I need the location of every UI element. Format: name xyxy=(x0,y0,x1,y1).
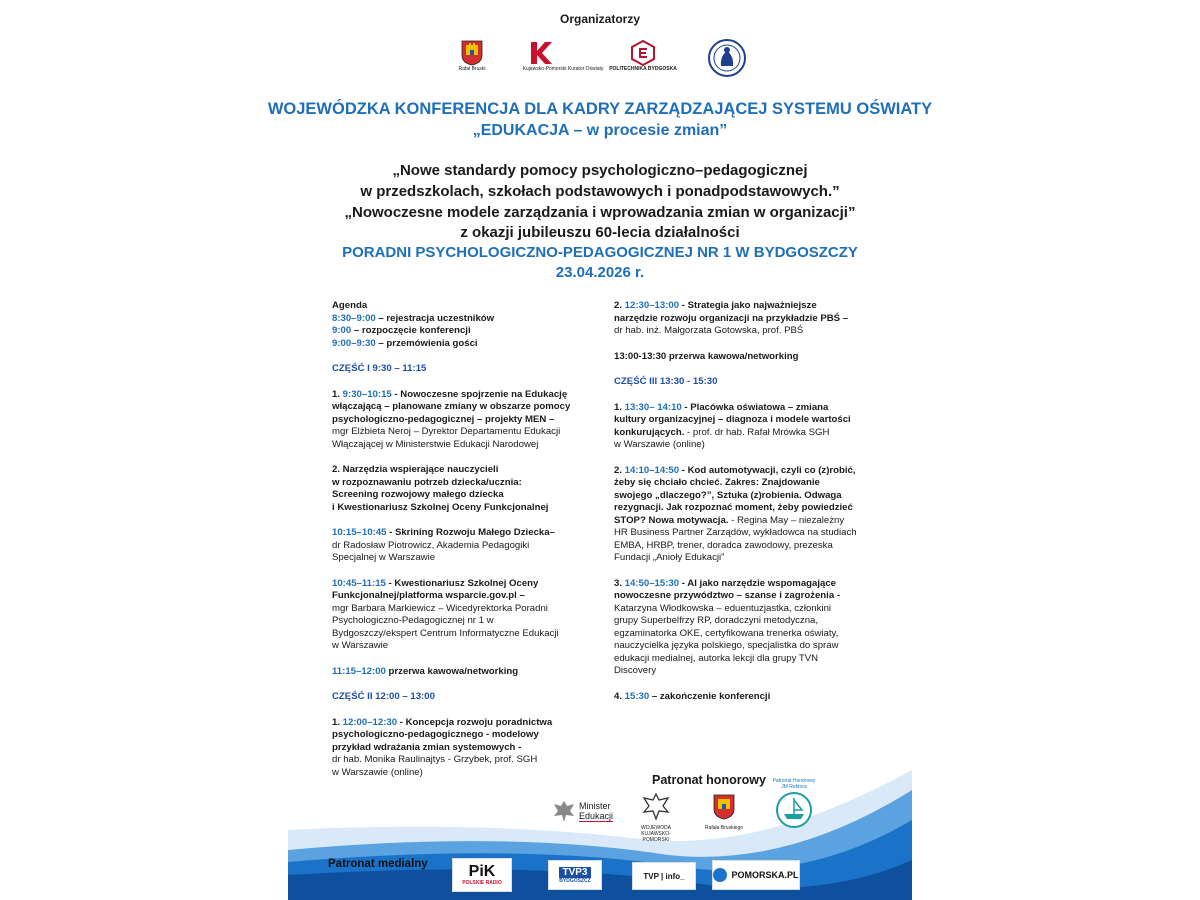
agenda-item: 4. 15:30 – zakończenie konferencji xyxy=(614,690,771,702)
topic-line-2: w przedszkolach, szkołach podstawowych i ponadpodstawowych.” xyxy=(360,183,840,200)
agenda-item: 10:15–10:45 - Skrining Rozwoju Małego Dziecka– dr Radosław Piotrowicz, Akademia Pedagogiki Specjalnej w Warszawie xyxy=(332,527,555,563)
pomorska-icon xyxy=(713,868,727,882)
poradnia-emblem-icon xyxy=(707,38,747,78)
media-tvp-info-logo xyxy=(632,862,696,890)
pik-radio-icon: PiK xyxy=(468,863,496,880)
patron-school-logo: Patronat Honorowy JM Rektora xyxy=(766,778,822,838)
conference-date: 23.04.2026 r. xyxy=(555,264,645,281)
agenda-item: 1. 9:30–10:15 - Nowoczesne spojrzenie na Edukację włączającą – planowane zmiany w obszarze pomocy psychologiczno-pedagogicznej – projekty MEN – mgr Elżbieta Neroj – Dyrektor Departamentu Edukacji Włączającej w Ministerstwie Edukacji Narodowej xyxy=(332,388,571,450)
patron-bydgoszcz-logo: Rafała Bruskiego xyxy=(700,794,748,836)
agenda-intro-item: 8:30–9:00 – rejestracja uczestników xyxy=(332,312,495,324)
organizers-label: Organizatorzy xyxy=(559,12,640,26)
tvp3-icon: TVP3 xyxy=(559,867,590,878)
agenda-item: 1. 13:30– 14:10 - Placówka oświatowa – zmiana kultury organizacyjnej – diagnoza i modele wartości konkurujących. - prof. dr hab. Rafał Mrówka SGH w Warszawie (online) xyxy=(614,401,851,450)
organizer-logo-politechnika: POLITECHNIKA BYDGOSKA xyxy=(620,40,666,76)
part-3-heading: CZĘŚĆ III 13:30 - 15:30 xyxy=(614,376,718,387)
agenda-item: 1. 12:00–12:30 - Koncepcja rozwoju poradnictwa psychologiczno-pedagogicznego - modelowy przykład wdrażania zmian systemowych - dr hab. Monika Raulinajtys - Grzybek, prof. SGH w Warszawie (online) xyxy=(332,716,553,778)
conference-subtitle: „EDUKACJA – w procesie zmian” xyxy=(472,122,728,139)
organizer-logo-kurator: Kujawsko-Pomorski Kurator Oświaty xyxy=(528,40,584,76)
organizer-logo-poradnia xyxy=(706,38,748,78)
patron-voivode-logo: WOJEWODA KUJAWSKO-POMORSKI xyxy=(630,792,682,836)
agenda-left-column xyxy=(332,300,594,779)
agenda-item: 10:45–11:15 - Kwestionariusz Szkolnej Oceny Funkcjonalnej/platforma wsparcie.gov.pl – mgr Barbara Markiewicz – Wicedyrektorka Poradni Psychologiczno-Pedagogicznej nr 1 w Bydgoszczy/ekspert Centrum Informatyczne Edukacji w Warszawie xyxy=(332,577,559,651)
bydgoszcz-crest-icon xyxy=(461,40,483,66)
part-2-heading: CZĘŚĆ II 12:00 – 13:00 xyxy=(332,691,435,702)
ministry-eagle-icon xyxy=(552,798,576,824)
tvp-info-icon: TVP | info_ xyxy=(643,871,685,881)
jubilee-line: z okazji jubileuszu 60-lecia działalności xyxy=(460,224,740,241)
break-item: 13:00-13:30 przerwa kawowa/networking xyxy=(614,350,799,362)
patron-ministry-logo: Minister Edukacji xyxy=(552,796,616,826)
agenda-right-column xyxy=(614,300,904,703)
politechnika-bydgoska-icon xyxy=(631,40,655,66)
break-item: 11:15–12:00 przerwa kawowa/networking xyxy=(332,665,519,677)
conference-title: WOJEWÓDZKA KONFERENCJA DLA KADRY ZARZĄDZAJĄCEJ SYSTEMU OŚWIATY xyxy=(267,100,933,118)
agenda-item: 3. 14:50–15:30 - AI jako narzędzie wspomagające nowoczesne przywództwo – szanse i zagrożenia - Katarzyna Włodkowska – eduentuzjastka, członkini grupy Superbelfrzy RP, doradczyni metodyczna, egzaminatorka OKE, certyfikowana trenerka oświaty, nauczycielka języka polskiego, specjalistka do spraw edukacji medialnej, autorka lekcji dla grupy TVN Discovery xyxy=(614,577,841,676)
agenda-intro-item: 9:00–9:30 – przemówienia gości xyxy=(332,337,478,349)
agenda-heading: Agenda xyxy=(332,300,368,311)
agenda-item: 2. 14:10–14:50 - Kod automotywacji, czyli co (z)robić, żeby się chciało chcieć. Zakres: Znajdowanie swojego „dlaczego?”, Sztuka (z)robienia. Odwaga rezygnacji. Jak rozpoznać moment, żeby powiedzieć STOP? Nowa motywacja. - Regina May – niezależny HR Business Partner Zarządów, wykładowca na studiach EMBA, HRBP, trener, doradca zawodowy, prezeska Fundacji „Anioły Edukacji” xyxy=(614,464,857,563)
topic-line-3: „Nowoczesne modele zarządzania i wprowadzania zmian w organizacji” xyxy=(344,204,856,221)
organizer-logo-bydgoszcz: Rafał Bruski xyxy=(452,40,492,76)
media-patronage-label: Patronat medialny xyxy=(328,858,428,870)
school-emblem-icon xyxy=(774,790,814,830)
agenda-intro-item: 9:00 – rozpoczęcie konferencji xyxy=(332,325,471,336)
voivode-eagle-icon xyxy=(642,792,670,820)
organizer-name: PORADNI PSYCHOLOGICZNO-PEDAGOGICZNEJ NR 1 W BYDGOSZCZY xyxy=(342,244,858,261)
part-1-heading: CZĘŚĆ I 9:30 – 11:15 xyxy=(332,363,427,374)
bydgoszcz-president-crest-icon xyxy=(713,794,735,820)
agenda-item: 2. Narzędzia wspierające nauczycieli w rozpoznawaniu potrzeb dziecka/ucznia: Screening rozwojowy małego dziecka i Kwestionariusz Szkolnej Oceny Funkcjonalnej xyxy=(332,464,549,513)
honorary-patronage-label: Patronat honorowy xyxy=(652,773,766,787)
media-pik-logo: PiK POLSKIE RADIO xyxy=(452,858,512,892)
topic-line-1: „Nowe standardy pomocy psychologiczno–pedagogicznej xyxy=(392,162,808,179)
agenda-item: 2. 12:30–13:00 - Strategia jako najważniejsze narzędzie rozwoju organizacji na przykładzie PBŚ – dr hab. inż. Małgorzata Gotowska, prof. PBŚ xyxy=(614,300,849,336)
media-tvp3-logo: TVP3 BYDGOSZCZ xyxy=(548,860,602,890)
media-pomorska-logo: POMORSKA.PL xyxy=(712,860,800,890)
kujawsko-pomorskie-kurator-icon xyxy=(528,40,584,66)
